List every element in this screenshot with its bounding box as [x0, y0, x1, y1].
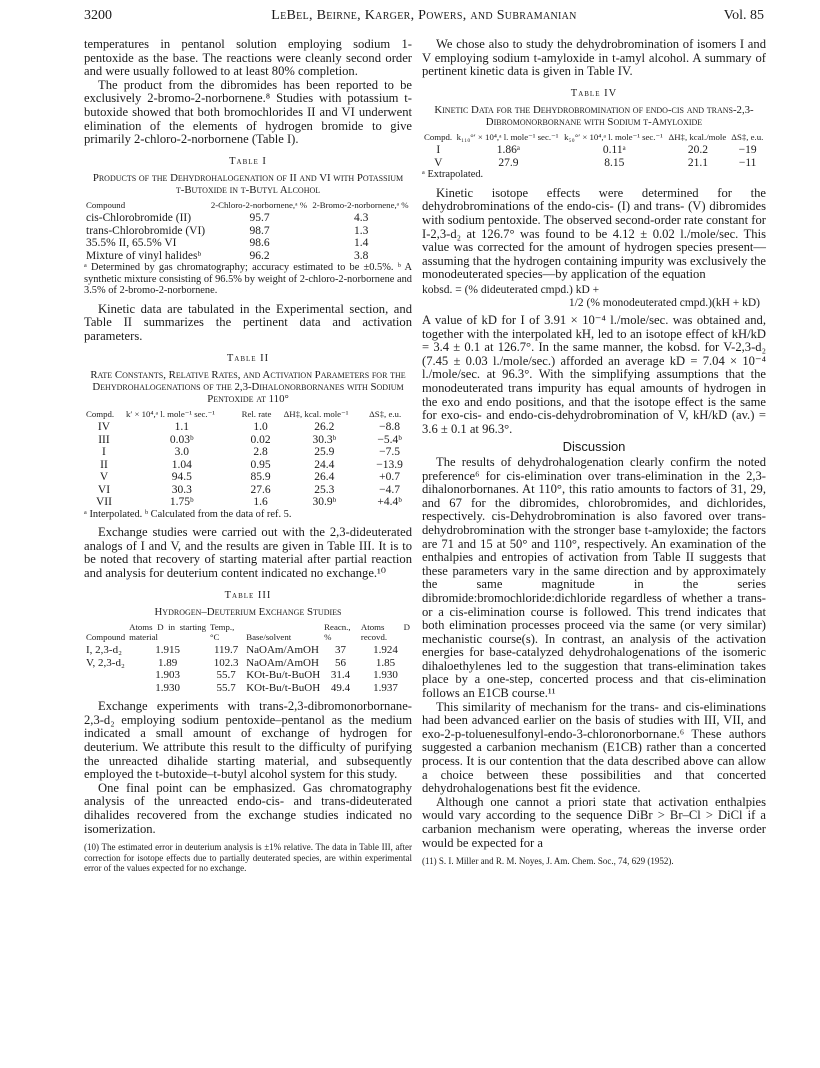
table-row — [84, 250, 412, 263]
column-header: Temp., °C — [210, 622, 235, 643]
table-cell: −11 — [738, 156, 757, 169]
table-cell: I — [102, 446, 106, 459]
paragraph: Kinetic data are tabulated in the Experimental section, and Table II summarizes the pertinent data and activation parameters. — [84, 301, 412, 344]
table-cell: −19 — [738, 144, 757, 157]
column-header: Compound — [86, 200, 126, 211]
running-authors: LeBel, Beirne, Karger, Powers, and Subramanian — [271, 8, 577, 23]
equation — [422, 284, 766, 310]
table-cell: NaOAm/AmOH — [246, 656, 319, 669]
table-cell: 26.4 — [314, 471, 335, 484]
paragraph: Exchange studies were carried out with the 2,3-dideuterated analogs of I and V, and the results are given in Table III. It is to be noted that recovery of starting material after partial reaction and analysis for deuterium content indicated no exchange.¹⁰ — [84, 525, 412, 580]
table-cell: 1.4 — [354, 237, 369, 250]
table-cell: 1.1 — [174, 421, 189, 434]
table-cell: 35.5% II, 65.5% VI — [86, 237, 177, 250]
footnote-11: (11) S. I. Miller and R. M. Noyes, J. Am. Chem. Soc., 74, 629 (1952). — [422, 856, 674, 867]
table-cell: 95.7 — [249, 212, 270, 225]
table-row — [84, 669, 412, 682]
table-cell — [84, 669, 127, 682]
data-table — [422, 132, 766, 169]
table-row — [84, 434, 412, 447]
table-cell: 1.924 — [373, 644, 398, 657]
table-cell — [84, 682, 127, 695]
table-row — [422, 157, 766, 170]
table-cell: III — [98, 433, 110, 446]
column-header: Base/solvent — [246, 632, 292, 643]
table-cell: 0.02 — [250, 433, 271, 446]
table-cell: 1.89 — [157, 656, 178, 669]
paragraph: Exchange experiments with trans-2,3-dibromonorbornane-2,3-d₂ employing sodium pentoxide–pentanol as the medium indicated a small amount of exchange of hydrogen for deuterium. We attribute this result to the difficulty of purifying the unreacted dihalide starting material, and subsequently employed the t-butoxide–t-butyl alcohol system for this study. — [84, 699, 412, 782]
table-cell: IV — [97, 421, 111, 434]
table-cell: 56 — [335, 656, 347, 669]
table-3 — [84, 589, 412, 695]
table-cell: 26.2 — [314, 421, 335, 434]
table-cell: 102.3 — [213, 656, 239, 669]
table-cell: 4.3 — [354, 212, 369, 225]
table-row — [84, 446, 412, 459]
table-caption: Products of the Dehydrohalogenation of II and VI with Potassium t-Butoxide in t-Butyl Alcohol — [92, 172, 404, 197]
paragraph: temperatures in pentanol solution employing sodium 1-pentoxide as the base. The reactions were cleanly second order and were usually followed to at least 80% completion. — [84, 37, 412, 79]
table-cell: 25.9 — [314, 446, 335, 459]
column-header: 2-Chloro-2-norbornene,ᵃ % — [210, 200, 308, 211]
table-cell: 55.7 — [216, 669, 236, 682]
column-header: ΔH‡, kcal. mole⁻¹ — [283, 409, 349, 420]
table-cell: 1.903 — [155, 669, 180, 682]
table-cell: KOt-Bu/t-BuOH — [246, 669, 321, 682]
paragraph: The results of dehydrohalogenation clearly confirm the noted preference⁶ for cis-elimination over trans-elimination in the 2,3-dihalonorbornanes. At 110°, this ratio amounts to factors of 31, 29, and 67 for the dibromides, chlorobromides, and dichlorides, respectively. cis-Dehydrobromination is also favored over trans-dehydrobromination with the stronger base t-amyloxide; the factors are 71 and 15 at 50° and 110°, respectively. An examination of the enthalpies and entropies of activation from Table II suggests that these parameters vary in the same direction and by approximately the same magnitude in the series dibromide:bromochloride:dichloride regardless of whether a trans- or a cis-elimination course is followed. This trend indicates that both elimination processes proceed via the same (or very similar) mechanistic course(s). In contrast, an analysis of the activation energies for base-catalyzed dehydrohalogenations of the isomeric dihaloethylenes led to the suggestion that trans-elimination takes place by a one-step, concerted process and that cis-elimination follows an E1CB course.¹¹ — [422, 454, 766, 701]
paragraph: The product from the dibromides has been reported to be exclusively 2-bromo-2-norbornene.⁸ Studies with potassium t-butoxide showed that both bromochlorides II and VI underwent elimination of the elements of hydrogen bromide to give primarily 2-chloro-2-norbornene (Table I). — [84, 77, 412, 147]
page-number: 3200 — [84, 8, 112, 23]
table-cell: 3.8 — [354, 249, 369, 262]
table-row — [84, 237, 412, 250]
table-cell: 0.11ᵃ — [602, 144, 626, 157]
table-caption: Rate Constants, Relative Rates, and Activation Parameters for the Dehydrohalogenations of the 2,3-Dihalonorbornanes with Sodium Pentoxide at 110° — [90, 369, 406, 406]
table-row — [84, 484, 412, 497]
table-label: Table III — [224, 589, 272, 601]
paragraph: Kinetic isotope effects were determined for the dehydrobrominations of the endo-cis- (I) and trans- (V) dibromides with sodium pentoxide. The observed second-order rate constant for I-2,3-d₂ at 126.7° was found to be 4.12 ± 0.02 l./mole/sec. This value was corrected for the amount of hydrogen species present—assuming that the hydrogen containing impurity was exclusively the monodeuterated species—by application of the equation — [422, 185, 766, 282]
table-cell: 24.4 — [314, 458, 335, 471]
table-cell: VI — [97, 483, 111, 496]
table-cell: 31.4 — [330, 669, 351, 682]
table-cell: 1.937 — [373, 681, 398, 694]
table-cell: 0.95 — [250, 458, 271, 471]
table-row — [84, 496, 412, 509]
table-caption: Kinetic Data for the Dehydrobromination of endo-cis and trans-2,3-Dibromonorbornane with Sodium t-Amyloxide — [434, 104, 754, 129]
table-cell: 1.86ᵃ — [496, 144, 521, 157]
table-label: Table I — [229, 155, 267, 167]
table-cell: 94.5 — [171, 471, 192, 484]
table-cell: 3.0 — [174, 446, 189, 459]
table-cell: +4.4ᵇ — [377, 496, 402, 509]
column-header: ΔS‡, e.u. — [731, 132, 764, 143]
table-row — [84, 459, 412, 472]
table-cell: 119.7 — [213, 644, 239, 657]
table-cell: 85.9 — [250, 471, 271, 484]
section-heading: Discussion — [562, 439, 626, 455]
table-cell: 1.6 — [253, 496, 268, 509]
table-cell: KOt-Bu/t-BuOH — [246, 681, 321, 694]
table-cell: +0.7 — [379, 471, 400, 484]
table-cell: 8.15 — [604, 156, 625, 169]
table-cell: 30.9ᵇ — [312, 496, 337, 509]
column-header: k′ × 10⁴,ᵃ l. mole⁻¹ sec.⁻¹ — [125, 409, 215, 420]
column-header: Compd. — [424, 132, 453, 143]
table-cell: 27.6 — [250, 483, 271, 496]
data-table — [84, 622, 412, 694]
table-cell: 1.915 — [155, 644, 180, 657]
table-cell: trans-Chlorobromide (VI) — [86, 224, 206, 237]
left-column — [84, 38, 412, 874]
table-row — [84, 212, 412, 225]
column-header: k₅₀°′ × 10⁴,ᵃ l. mole⁻¹ sec.⁻¹ — [564, 132, 663, 143]
table-cell: −4.7 — [379, 483, 400, 496]
paragraph: One final point can be emphasized. Gas chromatography analysis of the unreacted endo-cis- and trans-dideuterated dihalides recovered from the exchange studies indicated no isomerization. — [84, 780, 412, 836]
table-row — [84, 657, 412, 670]
table-row — [422, 144, 766, 157]
column-header: Rel. rate — [241, 409, 272, 420]
table-cell: 98.6 — [249, 237, 270, 250]
volume-label: Vol. 85 — [723, 8, 764, 23]
table-footnote: ᵃ Interpolated. ᵇ Calculated from the data of ref. 5. — [84, 508, 292, 520]
table-cell: 21.1 — [687, 156, 708, 169]
table-cell: 1.3 — [354, 224, 369, 237]
running-header — [84, 8, 764, 28]
table-cell: −8.8 — [379, 421, 400, 434]
table-2 — [84, 352, 412, 521]
paragraph: Although one cannot a priori state that activation enthalpies would vary according to the sequence DiBr > Br–Cl > DiCl if a carbanion mechanism were operating, whereas the inverse order would be expected for a — [422, 794, 766, 850]
table-row — [84, 471, 412, 484]
table-cell: Mixture of vinyl halidesᵇ — [86, 249, 202, 262]
table-cell: 37 — [335, 644, 347, 657]
paragraph: A value of kD for I of 3.91 × 10⁻⁴ l./mole/sec. was obtained and, together with the interpolated kH, led to an isotope effect of kH/kD = 3.4 ± 0.1 at 126.7°. In the same manner, the kobsd. for V-2,3-d₂ (7.45 ± 0.03 l./mole/sec.) afforded an average kD = 7.04 × 10⁻⁴ l./mole/sec. at 96.3°. With the simplifying assumptions that the monodeuterated trans impurity has equal amounts of hydrogen in the exo and endo positions, and that the isotope effect is the same for exo-cis- and endo-cis-dehydrobromination of V, kH/kD (av.) = 3.6 ± 0.1 at 96.3°. — [422, 313, 766, 436]
column-header: 2-Bromo-2-norbornene,ᵃ % — [312, 200, 409, 211]
column-header: k₁₁₀°′ × 10⁴,ᵃ l. mole⁻¹ sec.⁻¹ — [456, 132, 559, 143]
column-header: Reacn., % — [324, 622, 351, 643]
table-row — [84, 644, 412, 657]
table-cell: 30.3ᵇ — [312, 433, 337, 446]
column-header: Atoms D recovd. — [360, 622, 410, 643]
table-cell: 2.8 — [253, 446, 268, 459]
table-cell: V — [99, 471, 109, 484]
table-cell: V — [434, 156, 443, 169]
data-table — [84, 200, 412, 262]
table-cell: 1.930 — [155, 681, 180, 694]
column-header: Atoms D in starting material — [129, 622, 207, 643]
table-cell: 1.0 — [253, 421, 268, 434]
table-caption: Hydrogen–Deuterium Exchange Studies — [154, 606, 342, 619]
equation-line-2: 1/2 (% monodeuterated cmpd.)(kH + kD) — [568, 297, 760, 310]
table-cell: 49.4 — [330, 681, 351, 694]
table-row — [84, 682, 412, 695]
table-cell: 20.2 — [687, 144, 708, 157]
table-4 — [422, 87, 766, 181]
table-cell: 1.930 — [373, 669, 398, 682]
table-cell: 55.7 — [216, 681, 236, 694]
table-cell: −13.9 — [376, 458, 403, 471]
paragraph: We chose also to study the dehydrobromination of isomers I and V employing sodium t-amyloxide in t-amyl alcohol. A summary of pertinent kinetic data is given in Table IV. — [422, 37, 766, 79]
equation-line-1: kobsd. = (% dideuterated cmpd.) kD + — [422, 284, 600, 297]
table-label: Table II — [226, 352, 270, 364]
table-cell: II — [100, 458, 108, 471]
table-cell: 1.75ᵇ — [169, 496, 194, 509]
column-header: Compd. — [86, 409, 115, 420]
column-header: ΔH‡, kcal./mole — [668, 132, 727, 143]
table-label: Table IV — [570, 87, 618, 99]
table-cell: 98.7 — [249, 224, 270, 237]
table-cell: V, 2,3-d₂ — [86, 656, 125, 669]
data-table — [84, 409, 412, 509]
table-cell: VII — [95, 496, 112, 509]
table-cell: −5.4ᵇ — [377, 433, 402, 446]
right-column — [422, 38, 766, 867]
table-cell: 0.03ᵇ — [169, 433, 194, 446]
column-header: Compound — [86, 632, 126, 643]
table-1 — [84, 155, 412, 297]
table-cell: 25.3 — [314, 483, 335, 496]
table-cell: 30.3 — [171, 483, 192, 496]
table-cell: cis-Chlorobromide (II) — [86, 212, 192, 225]
table-cell: 96.2 — [249, 249, 270, 262]
table-cell: −7.5 — [379, 446, 400, 459]
paragraph: This similarity of mechanism for the trans- and cis-eliminations had been advanced earlier on the basis of studies with III, VII, and exo-2-p-toluenesulfonyl-endo-3-chloronorbornane.⁶ These authors suggested a carbanion mechanism (E1CB) rather than a concerted process. It is our contention that the data described above can allow a choice between these possibilities and that concerted dehydrohalogenations best fit the evidence. — [422, 699, 766, 796]
column-header: ΔS‡, e.u. — [369, 409, 402, 420]
table-footnote: ᵃ Determined by gas chromatography; accuracy estimated to be ±0.5%. ᵇ A synthetic mixture consisting of 96.5% by weight of 2-chloro-2-norbornene and 3.5% of 2-bromo-2-norbornene. — [84, 262, 412, 297]
table-cell: I, 2,3-d₂ — [86, 644, 122, 657]
table-row — [84, 225, 412, 238]
table-cell: I — [436, 144, 441, 157]
table-footnote: ᵃ Extrapolated. — [422, 169, 484, 181]
table-cell: NaOAm/AmOH — [246, 644, 319, 657]
table-cell: 1.04 — [171, 458, 192, 471]
table-row — [84, 421, 412, 434]
footnote-10: (10) The estimated error in deuterium analysis is ±1% relative. The data in Table III, after correction for isotope effects due to partially deuterated species, are within experimental error of the values expected for no exchange. — [84, 842, 412, 874]
table-cell: 1.85 — [375, 656, 396, 669]
table-cell: 27.9 — [498, 156, 519, 169]
